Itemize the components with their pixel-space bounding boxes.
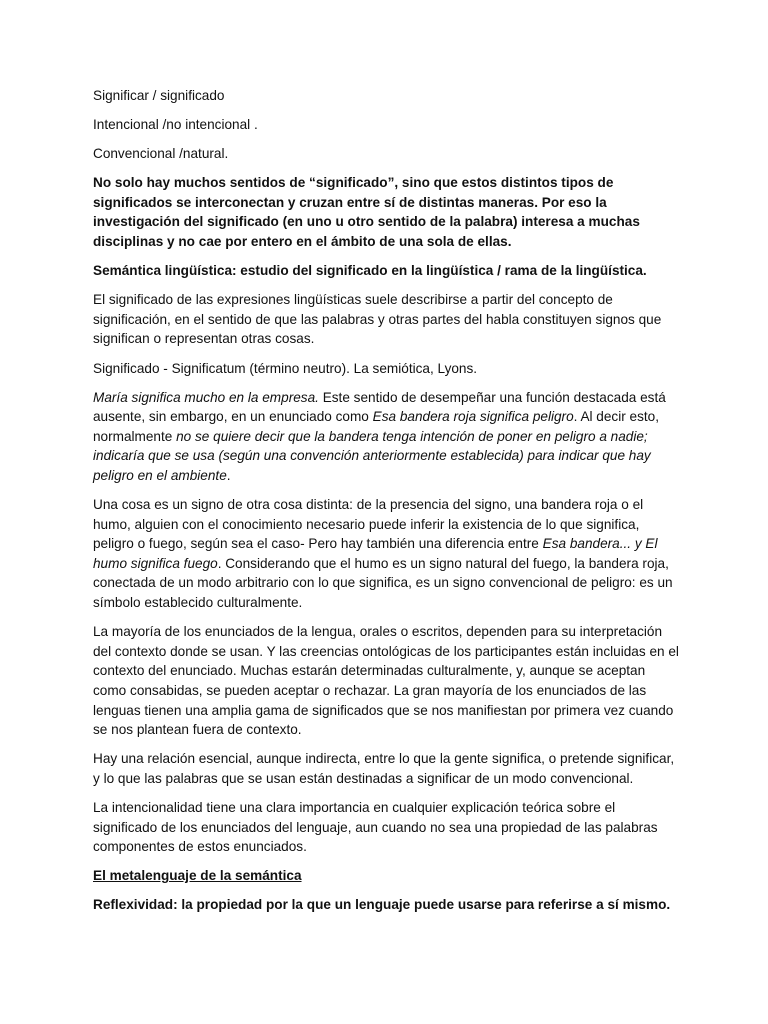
paragraph-signo <box>93 495 681 613</box>
paragraph-relacion-esencial: Hay una relación esencial, aunque indirecta, entre lo que la gente significa, o pretende significar, y lo que las palabras que se usan están destinadas a significar de un modo convencional. <box>93 751 675 786</box>
paragraph-significado-expresiones: El significado de las expresiones lingüísticas suele describirse a partir del concepto de significación, en el sentido de que las palabras y otras partes del habla constituyen signos que significan o representan otras cosas. <box>93 292 662 347</box>
line-intencional: Intencional /no intencional . <box>93 117 258 133</box>
paragraph-intencionalidad: La intencionalidad tiene una clara importancia en cualquier explicación teórica sobre el significado de los enunciados del lenguaje, aun cuando no sea una propiedad de las palabras componentes de estos enunciados. <box>93 799 658 855</box>
text-maria-3: . <box>226 468 231 483</box>
italic-humo-fuego: Esa bandera... y El humo significa fuego <box>93 536 658 571</box>
text-signo-2: . Considerando que el humo es un signo natural del fuego, la bandera roja, conectada de un modo arbitrario con lo que significa, es un signo convencional de peligro: es un símbolo establecido culturalmente. <box>93 555 673 611</box>
italic-intencion: no se quiere decir que la bandera tenga intención de poner en peligro a nadie; indicaría que se usa (según una convención anteriormente establecida) para indicar que hay peligro en el ambiente <box>93 428 651 483</box>
line-convencional: Convencional /natural. <box>93 146 229 162</box>
paragraph-maria-significa <box>93 388 681 486</box>
text-maria-2: . Al decir esto, normalmente <box>93 409 660 444</box>
paragraph-semantica-linguistica: Semántica lingüística: estudio del significado en la lingüística / rama de la lingüística. <box>93 263 647 279</box>
italic-maria: María significa mucho en la empresa. <box>93 389 319 405</box>
heading-metalenguaje: El metalenguaje de la semántica <box>93 868 302 884</box>
paragraph-sentidos-significado: No solo hay muchos sentidos de “significado”, sino que estos distintos tipos de significados se interconectan y cruzan entre sí de distintas maneras. Por eso la investigación del significado (en uno u otro sentido de la palabra) interesa a muchas disciplinas y no cae por entero en el ámbito de una sola de ellas. <box>93 175 640 250</box>
paragraph-mayoria-enunciados: La mayoría de los enunciados de la lengua, orales o escritos, dependen para su interpretación del contexto donde se usan. Y las creencias ontológicas de los participantes están incluidas en el contexto del enunciado. Muchas estarán determinadas culturalmente, y, aunque se aceptan como consabidas, se pueden aceptar o rechazar. La gran mayoría de los enunciados de las lenguas tienen una amplia gama de significados que se nos manifiestan por primera vez cuando se nos plantean fuera de contexto. <box>93 624 679 738</box>
text-maria-1: Este sentido de desempeñar una función destacada está ausente, sin embargo, en un enunciado como <box>93 389 666 425</box>
line-significar: Significar / significado <box>93 88 225 103</box>
paragraph-reflexividad: Reflexividad: la propiedad por la que un lenguaje puede usarse para referirse a sí mismo. <box>93 897 671 913</box>
italic-bandera-roja: Esa bandera roja significa peligro <box>372 409 574 425</box>
paragraph-significatum: Significado - Significatum (término neutro). La semiótica, Lyons. <box>93 360 478 376</box>
document-page <box>93 86 681 924</box>
text-signo-1: Una cosa es un signo de otra cosa distinta: de la presencia del signo, una bandera roja o el humo, alguien con el conocimiento necesario puede inferir la existencia de lo que significa, peligro o fuego, según sea el caso- Pero hay también una diferencia entre <box>93 497 644 552</box>
